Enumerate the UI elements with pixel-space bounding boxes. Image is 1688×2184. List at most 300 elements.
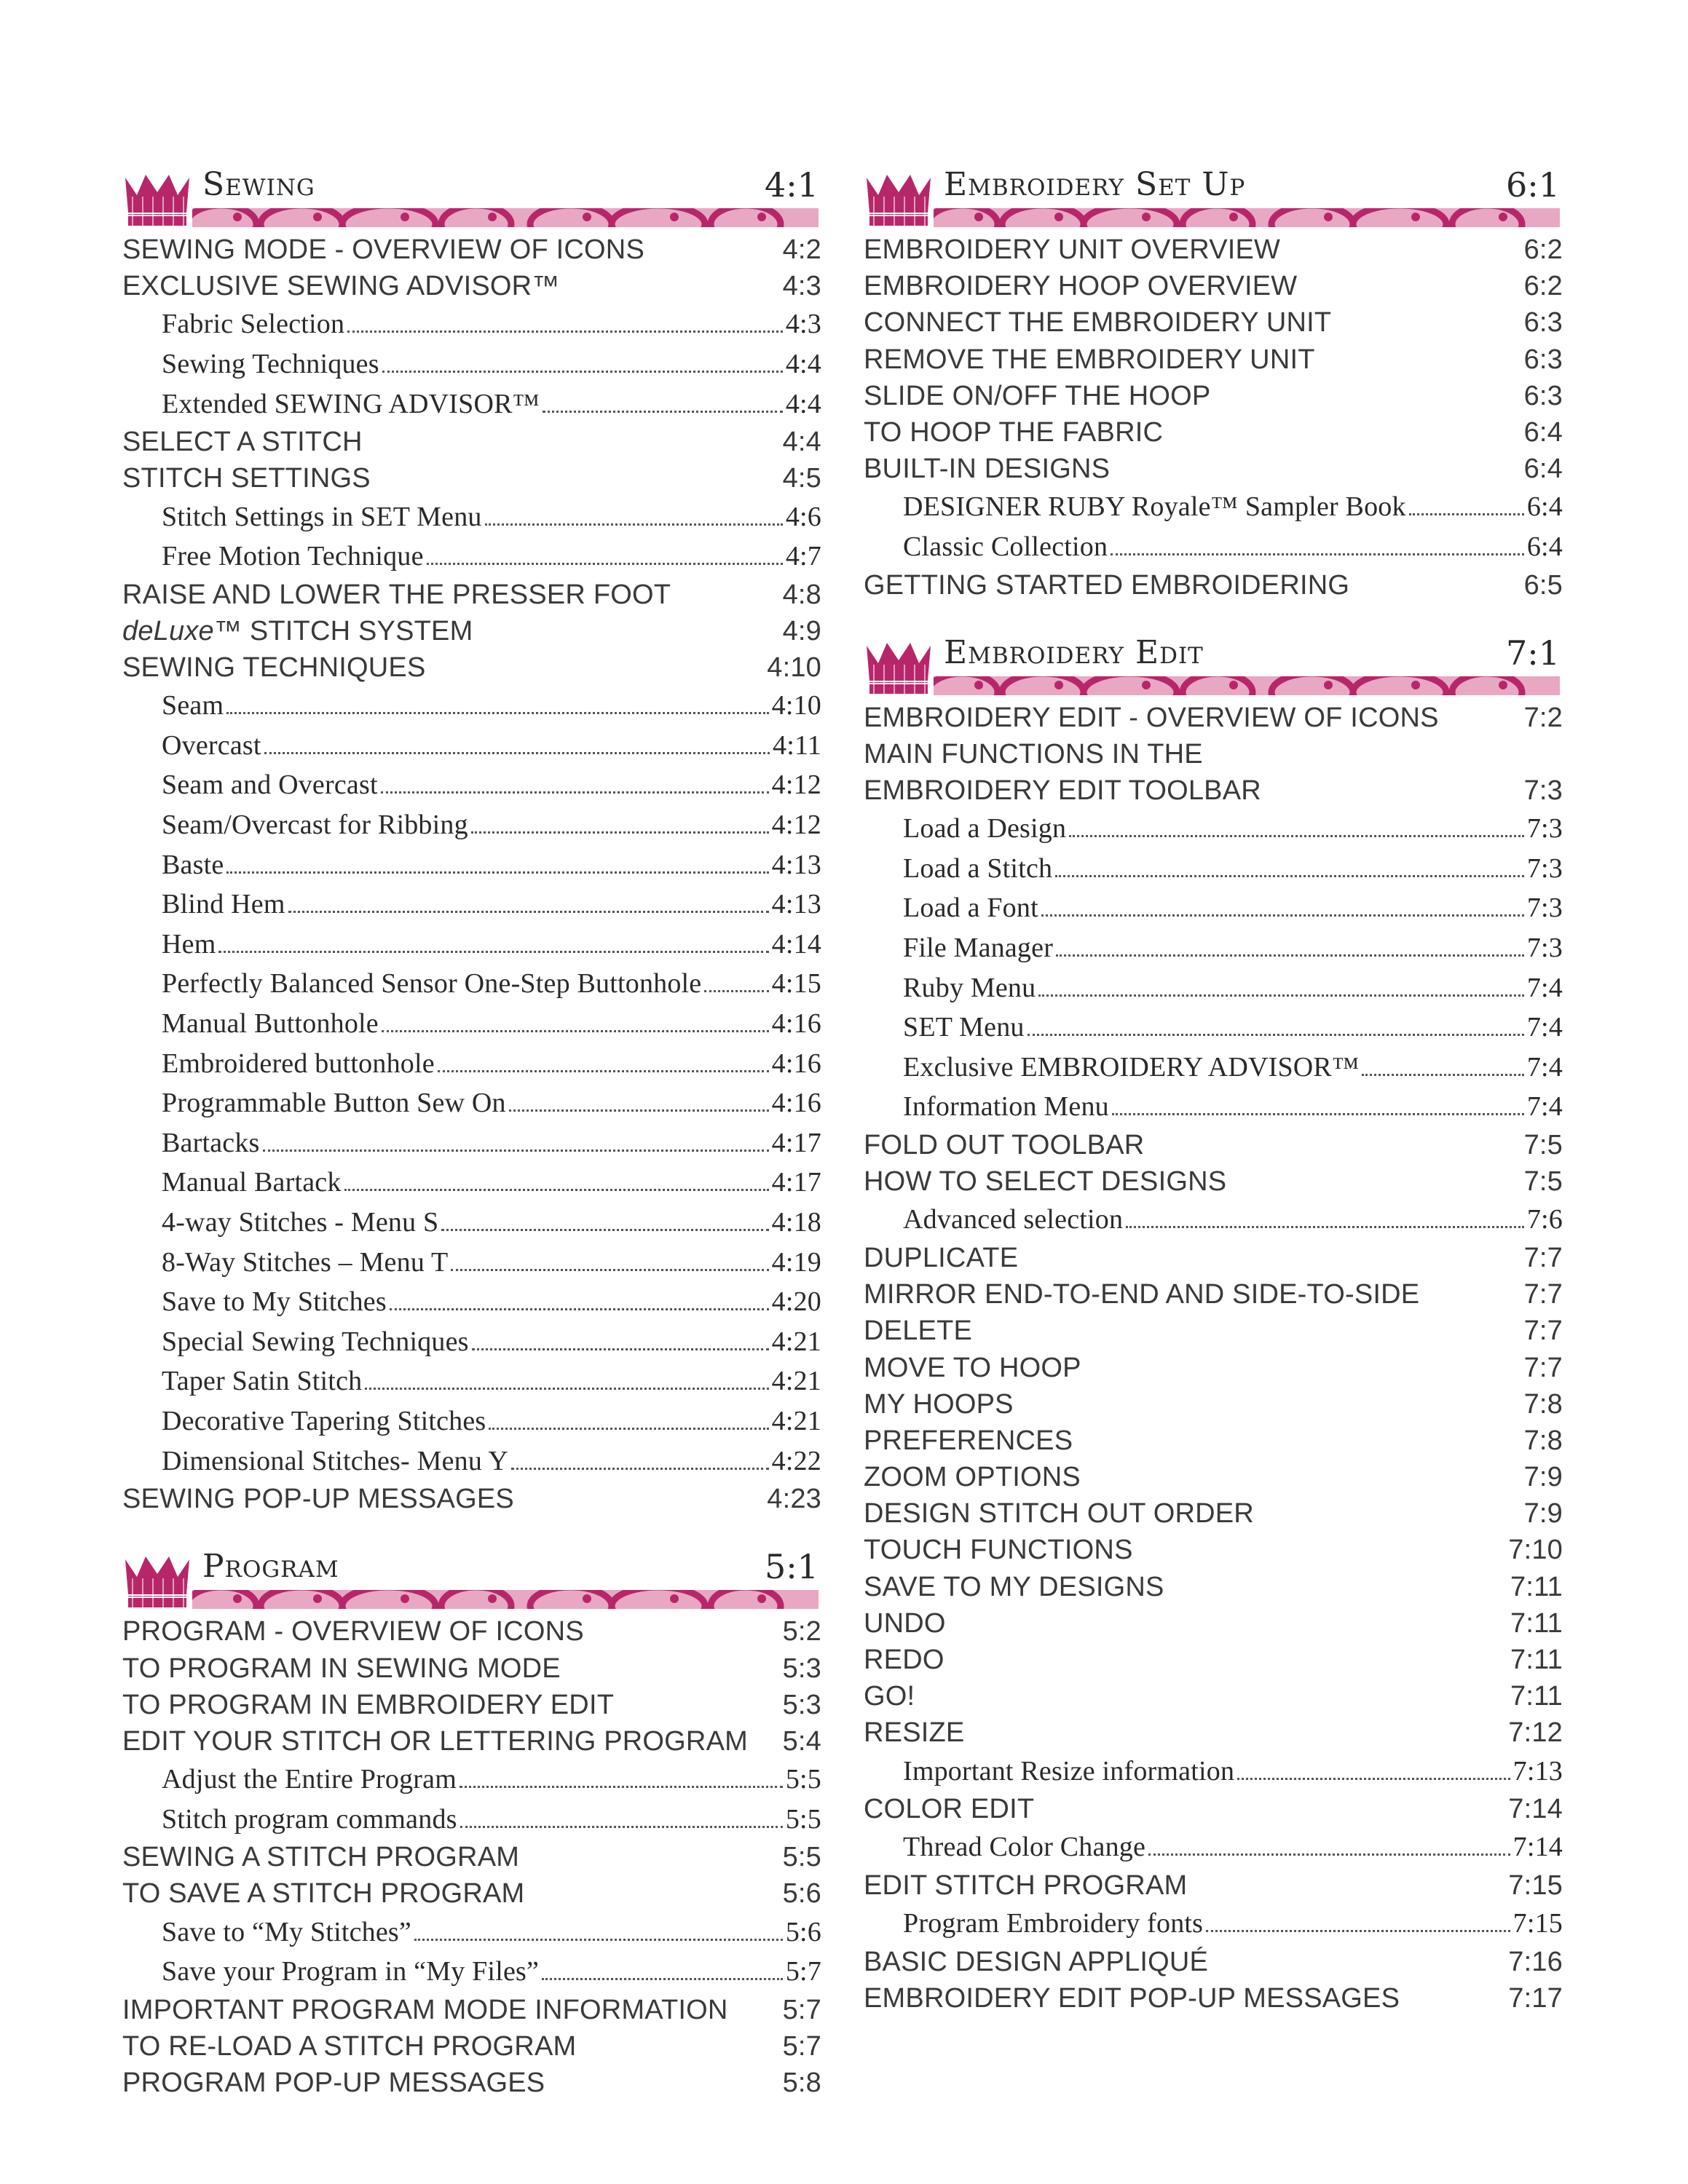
toc-entry-label: MOVE TO HOOP [864, 1352, 1081, 1383]
toc-entry-label: CONNECT THE EMBROIDERY UNIT [864, 307, 1332, 339]
toc-entry-page: 7:4 [1526, 972, 1563, 1003]
dot-leader [704, 989, 768, 992]
toc-entry-label: Bartacks [162, 1127, 260, 1158]
dot-leader [264, 751, 770, 754]
toc-entry-label: MY HOOPS [864, 1388, 1014, 1420]
toc-entry-label: File Manager [903, 933, 1054, 964]
toc-entry-label: Blind Hem [162, 889, 285, 920]
toc-entry[interactable] [864, 1276, 1563, 1313]
toc-entry[interactable] [864, 1980, 1563, 2017]
toc-entry-label: EMBROIDERY EDIT POP-UP MESSAGES [864, 1982, 1400, 2014]
toc-entry[interactable] [864, 1867, 1563, 1904]
toc-entry-page: 7:11 [1510, 1645, 1563, 1676]
toc-entry-page: 5:7 [785, 1956, 821, 1987]
toc-subentry[interactable] [122, 1912, 821, 1952]
toc-entry[interactable] [864, 304, 1563, 341]
toc-entry-page: 7:7 [1523, 1279, 1563, 1310]
toc-entry-page: 6:5 [1523, 569, 1563, 601]
toc-entry-label: Adjust the Entire Program [162, 1764, 457, 1795]
toc-subentry[interactable] [122, 1203, 821, 1243]
toc-entry-label: Save your Program in “My Files” [162, 1956, 540, 1987]
toc-subentry[interactable] [122, 1243, 821, 1283]
toc-entry-page: 4:5 [782, 463, 821, 494]
toc-entry-label: Sewing Techniques [162, 348, 379, 379]
toc-entry-page: 5:7 [782, 2031, 821, 2062]
toc-subentry[interactable] [122, 1441, 821, 1481]
toc-entry-label: Taper Satin Stitch [162, 1366, 363, 1397]
toc-subentry[interactable] [122, 537, 821, 577]
toc-entry-page: 7:4 [1526, 1012, 1563, 1043]
toc-entry-label: Seam/Overcast for Ribbing [162, 810, 468, 841]
toc-entry-label: BUILT-IN DESIGNS [864, 454, 1111, 485]
toc-entry-label: Ruby Menu [903, 972, 1036, 1003]
dot-leader [365, 1387, 768, 1390]
toc-entry-label: Load a Font [903, 893, 1038, 924]
toc-entry[interactable] [864, 736, 1563, 772]
toc-entry-page: 7:17 [1508, 1982, 1563, 2014]
toc-entry-label: SEWING A STITCH PROGRAM [122, 1842, 520, 1873]
toc-entry[interactable] [864, 1240, 1563, 1276]
toc-subentry[interactable] [864, 968, 1563, 1008]
toc-entry-page: 4:19 [771, 1246, 821, 1278]
toc-entry-page: 4:17 [771, 1167, 821, 1198]
toc-entry[interactable] [122, 460, 821, 496]
dot-leader [1038, 994, 1524, 997]
section-title: Sewing [202, 166, 315, 203]
toc-entry-label: Important Resize information [903, 1755, 1235, 1787]
toc-entry-label: EMBROIDERY UNIT OVERVIEW [864, 234, 1281, 265]
toc-entry-list [122, 232, 821, 1517]
toc-entry-label: Programmable Button Sew On [162, 1088, 506, 1119]
toc-entry-label: EDIT STITCH PROGRAM [864, 1870, 1188, 1901]
toc-entry-page: 4:17 [771, 1127, 821, 1158]
section-banner [192, 1590, 819, 1609]
toc-entry-label: TO PROGRAM IN SEWING MODE [122, 1653, 561, 1684]
toc-entry-page: 7:3 [1526, 813, 1563, 844]
toc-subentry[interactable] [864, 1048, 1563, 1088]
toc-entry-page: 4:16 [771, 1088, 821, 1119]
toc-entry-label: DESIGN STITCH OUT ORDER [864, 1498, 1254, 1530]
toc-entry-page: 7:11 [1510, 1571, 1563, 1602]
toc-subentry[interactable] [864, 1087, 1563, 1127]
toc-entry-label: SET Menu [903, 1012, 1025, 1043]
dot-leader [438, 1069, 769, 1072]
toc-entry[interactable] [864, 772, 1563, 809]
toc-entry-page: 7:9 [1523, 1498, 1563, 1530]
toc-entry-page: 6:4 [1523, 416, 1563, 448]
toc-subentry[interactable] [864, 1200, 1563, 1240]
toc-entry[interactable] [122, 1613, 821, 1650]
toc-entry[interactable] [864, 414, 1563, 451]
toc-entry-label: MAIN FUNCTIONS IN THE [864, 738, 1203, 769]
dot-leader [1409, 513, 1524, 515]
toc-entry-label: ZOOM OPTIONS [864, 1462, 1081, 1493]
toc-entry[interactable] [864, 341, 1563, 378]
toc-subentry[interactable] [122, 845, 821, 885]
toc-entry-page: 7:14 [1508, 1794, 1563, 1825]
toc-entry-label: Embroidered buttonhole [162, 1048, 435, 1079]
toc-section [864, 633, 1563, 2017]
toc-entry-label: DUPLICATE [864, 1242, 1019, 1273]
toc-entry-page: 4:22 [771, 1445, 821, 1476]
toc-entry-page: 5:3 [782, 1689, 821, 1720]
toc-entry[interactable] [122, 577, 821, 613]
toc-entry-label: PROGRAM - OVERVIEW OF ICONS [122, 1616, 584, 1647]
toc-subentry[interactable] [864, 1904, 1563, 1944]
section-page-number: 7:1 [1505, 633, 1560, 673]
toc-entry-label: Hem [162, 928, 216, 960]
toc-entry-page: 4:3 [785, 309, 821, 340]
toc-entry-label: Classic Collection [903, 531, 1108, 562]
toc-entry[interactable] [122, 613, 821, 649]
dot-leader [509, 1109, 769, 1112]
toc-entry[interactable] [864, 451, 1563, 487]
toc-entry-page: 4:13 [771, 889, 821, 920]
toc-entry-page: 6:3 [1523, 307, 1563, 339]
toc-entry[interactable] [864, 1495, 1563, 1532]
dot-leader [1055, 874, 1524, 877]
toc-entry-list [122, 1613, 821, 2101]
toc-entry-label: GETTING STARTED EMBROIDERING [864, 569, 1350, 601]
toc-entry-label [122, 613, 774, 649]
toc-section [864, 165, 1563, 604]
toc-entry-page: 4:9 [782, 615, 821, 646]
toc-entry-page: 7:13 [1513, 1755, 1563, 1787]
toc-entry-label: STITCH SETTINGS [122, 463, 371, 494]
toc-entry-label: Stitch Settings in SET Menu [162, 501, 482, 532]
section-header [864, 165, 1563, 227]
toc-entry-label: SEWING POP-UP MESSAGES [122, 1484, 514, 1515]
toc-entry-label: EMBROIDERY EDIT TOOLBAR [864, 775, 1261, 807]
toc-entry[interactable] [122, 268, 821, 304]
toc-right-column [864, 165, 1563, 2046]
toc-entry-label: TO HOOP THE FABRIC [864, 416, 1164, 448]
toc-entry-label: DESIGNER RUBY Royale™ Sampler Book [903, 491, 1406, 523]
toc-entry-page: 5:5 [785, 1803, 821, 1835]
dot-leader [451, 1268, 768, 1271]
toc-entry[interactable] [122, 1839, 821, 1875]
toc-entry-page: 6:4 [1523, 454, 1563, 485]
toc-entry[interactable] [864, 1350, 1563, 1386]
dot-leader [226, 711, 768, 714]
dot-leader [1206, 1929, 1510, 1932]
toc-entry-label: 8-Way Stitches – Menu T [162, 1246, 449, 1278]
toc-subentry[interactable] [864, 849, 1563, 889]
toc-subentry[interactable] [122, 805, 821, 845]
section-page-number: 5:1 [764, 1547, 819, 1587]
toc-entry-label: SEWING TECHNIQUES [122, 652, 426, 684]
toc-entry-list [864, 232, 1563, 604]
toc-entry-label: TO PROGRAM IN EMBROIDERY EDIT [122, 1689, 615, 1720]
dot-leader [1126, 1225, 1524, 1228]
toc-entry-label: Information Menu [903, 1091, 1109, 1123]
toc-subentry[interactable] [864, 1827, 1563, 1867]
section-page-number: 4:1 [764, 165, 819, 205]
toc-entry-page: 7:15 [1508, 1870, 1563, 1901]
toc-entry-page: 7:11 [1510, 1681, 1563, 1712]
dot-leader [226, 871, 768, 874]
toc-entry-page: 6:2 [1523, 271, 1563, 302]
toc-subentry[interactable] [864, 527, 1563, 567]
toc-entry[interactable] [864, 1714, 1563, 1751]
crown-icon [864, 170, 934, 227]
toc-subentry[interactable] [122, 1800, 821, 1840]
toc-subentry[interactable] [122, 885, 821, 925]
toc-entry-page: 5:5 [782, 1842, 821, 1873]
toc-entry[interactable] [122, 649, 821, 686]
dot-leader [218, 950, 768, 953]
toc-entry-label: EXCLUSIVE SEWING ADVISOR™ [122, 271, 560, 302]
toc-entry[interactable] [864, 268, 1563, 304]
toc-entry-page: 4:4 [782, 427, 821, 458]
toc-entry-page: 4:16 [771, 1048, 821, 1079]
toc-entry-page: 4:13 [771, 849, 821, 880]
toc-entry-label: Fabric Selection [162, 309, 345, 340]
toc-entry-label: Save to My Stitches [162, 1286, 387, 1318]
toc-entry-page: 5:6 [782, 1878, 821, 1910]
toc-entry-page: 7:12 [1508, 1717, 1563, 1749]
toc-entry-page: 5:2 [782, 1616, 821, 1647]
section-banner [192, 208, 819, 227]
toc-subentry[interactable] [122, 344, 821, 384]
toc-entry-label: SAVE TO MY DESIGNS [864, 1571, 1164, 1602]
toc-entry[interactable] [122, 1992, 821, 2028]
toc-entry-page: 7:8 [1523, 1388, 1563, 1420]
section-page-number: 6:1 [1505, 165, 1560, 205]
toc-entry-label: Special Sewing Techniques [162, 1326, 469, 1357]
toc-entry-page: 4:12 [771, 810, 821, 841]
toc-entry-page: 4:11 [773, 729, 821, 761]
toc-subentry[interactable] [122, 1401, 821, 1441]
toc-subentry[interactable] [122, 304, 821, 344]
toc-entry-label: EMBROIDERY EDIT - OVERVIEW OF ICONS [864, 702, 1439, 733]
dot-leader [427, 562, 783, 565]
toc-subentry[interactable] [122, 964, 821, 1004]
toc-section [122, 165, 821, 1517]
toc-entry-label: GO! [864, 1681, 915, 1712]
toc-entry-page: 5:3 [782, 1653, 821, 1684]
section-header [122, 1546, 821, 1609]
toc-entry[interactable] [864, 1386, 1563, 1423]
toc-entry-page: 4:21 [771, 1366, 821, 1397]
toc-entry-page: 5:5 [785, 1764, 821, 1795]
toc-entry-label-rest: STITCH SYSTEM [242, 615, 473, 646]
dot-leader [472, 1348, 769, 1350]
toc-entry-page: 4:15 [771, 968, 821, 1000]
toc-entry-page: 6:4 [1526, 491, 1563, 523]
toc-entry-page: 5:4 [782, 1725, 821, 1757]
toc-entry-label: Advanced selection [903, 1204, 1124, 1235]
toc-entry[interactable] [864, 1532, 1563, 1568]
toc-entry-label: Decorative Tapering Stitches [162, 1405, 486, 1436]
toc-entry-page: 7:4 [1526, 1091, 1563, 1123]
toc-entry-label: TO RE-LOAD A STITCH PROGRAM [122, 2031, 577, 2062]
toc-entry-label: DELETE [864, 1315, 973, 1347]
toc-entry[interactable] [864, 1423, 1563, 1459]
toc-entry-page: 5:8 [782, 2068, 821, 2099]
dot-leader [1069, 834, 1524, 837]
toc-entry[interactable] [864, 1569, 1563, 1605]
toc-entry-label: TO SAVE A STITCH PROGRAM [122, 1878, 525, 1910]
toc-entry-page: 4:23 [767, 1484, 821, 1515]
crown-icon [122, 1552, 192, 1609]
toc-entry-page: 4:7 [785, 541, 821, 572]
toc-entry[interactable] [864, 1642, 1563, 1678]
dot-leader [485, 523, 783, 526]
toc-entry-label: Load a Design [903, 813, 1067, 844]
toc-entry-page: 7:10 [1508, 1535, 1563, 1566]
toc-entry[interactable] [864, 1313, 1563, 1349]
toc-entry-label: Overcast [162, 729, 261, 761]
dot-leader [347, 330, 783, 333]
toc-entry-page: 7:8 [1523, 1425, 1563, 1456]
toc-subentry[interactable] [122, 1361, 821, 1401]
toc-entry-page: 4:10 [771, 690, 821, 721]
toc-subentry[interactable] [122, 1083, 821, 1123]
toc-entry-page: 6:3 [1523, 380, 1563, 411]
toc-entry[interactable] [864, 1944, 1563, 1980]
toc-subentry[interactable] [122, 1004, 821, 1044]
toc-entry-label: TOUCH FUNCTIONS [864, 1535, 1133, 1566]
toc-entry-page: 7:9 [1523, 1462, 1563, 1493]
toc-entry-label: REDO [864, 1645, 944, 1676]
dot-leader [460, 1785, 783, 1788]
dot-leader [1111, 553, 1524, 555]
toc-entry-page: 4:6 [785, 501, 821, 532]
toc-subentry[interactable] [122, 925, 821, 965]
crown-icon [122, 170, 192, 227]
toc-entry-page: 4:20 [771, 1286, 821, 1318]
toc-entry[interactable] [122, 1481, 821, 1517]
toc-subentry[interactable] [864, 1008, 1563, 1048]
toc-entry-list [864, 700, 1563, 2017]
toc-subentry[interactable] [122, 765, 821, 805]
toc-entry[interactable] [864, 1127, 1563, 1163]
toc-entry[interactable] [864, 1791, 1563, 1827]
toc-entry-label-italic: deLuxe™ [122, 615, 242, 646]
toc-entry-page: 4:16 [771, 1008, 821, 1040]
toc-entry-label: RAISE AND LOWER THE PRESSER FOOT [122, 579, 671, 610]
dot-leader [511, 1467, 769, 1470]
toc-entry[interactable] [864, 232, 1563, 268]
toc-entry[interactable] [122, 424, 821, 460]
toc-entry-label: MIRROR END-TO-END AND SIDE-TO-SIDE [864, 1279, 1420, 1310]
dot-leader [1041, 914, 1524, 917]
toc-entry[interactable] [864, 567, 1563, 604]
dot-leader [1112, 1112, 1524, 1115]
toc-subentry[interactable] [122, 1163, 821, 1203]
toc-entry-label: Free Motion Technique [162, 541, 424, 572]
toc-entry-page: 7:4 [1526, 1051, 1563, 1083]
toc-entry-label: Baste [162, 849, 224, 880]
dot-leader [414, 1938, 783, 1941]
dot-leader [390, 1307, 769, 1310]
toc-entry-label: Save to “My Stitches” [162, 1916, 411, 1947]
toc-entry-page: 7:15 [1513, 1908, 1563, 1939]
toc-entry-label: Perfectly Balanced Sensor One-Step Buttonhole [162, 968, 702, 1000]
toc-subentry[interactable] [864, 487, 1563, 527]
dot-leader [441, 1228, 768, 1231]
dot-leader [543, 410, 783, 413]
toc-subentry[interactable] [864, 928, 1563, 968]
toc-entry[interactable] [122, 1687, 821, 1723]
toc-entry[interactable] [864, 1605, 1563, 1642]
toc-entry-page: 4:4 [785, 388, 821, 419]
toc-entry-label: Manual Buttonhole [162, 1008, 379, 1040]
toc-entry-label: Thread Color Change [903, 1832, 1146, 1863]
toc-subentry[interactable] [122, 1282, 821, 1322]
toc-entry-page: 6:3 [1523, 344, 1563, 375]
toc-subentry[interactable] [864, 1752, 1563, 1792]
toc-subentry[interactable] [864, 888, 1563, 928]
toc-subentry[interactable] [122, 1322, 821, 1362]
toc-entry[interactable] [122, 232, 821, 268]
toc-entry[interactable] [122, 2065, 821, 2101]
dot-leader [1028, 1033, 1524, 1036]
toc-subentry[interactable] [122, 1123, 821, 1163]
toc-entry-page: 7:7 [1523, 1242, 1563, 1273]
dot-leader [382, 1029, 769, 1032]
toc-entry-label: Seam [162, 690, 224, 721]
toc-subentry[interactable] [122, 1760, 821, 1800]
toc-entry-label: HOW TO SELECT DESIGNS [864, 1166, 1227, 1198]
toc-entry-page: 5:7 [782, 1994, 821, 2025]
toc-entry-label: Extended SEWING ADVISOR™ [162, 388, 540, 419]
toc-entry-page: 7:6 [1526, 1204, 1563, 1235]
toc-entry[interactable] [122, 2028, 821, 2065]
toc-entry-label: REMOVE THE EMBROIDERY UNIT [864, 344, 1315, 375]
toc-subentry[interactable] [122, 384, 821, 424]
section-header [122, 165, 821, 227]
toc-subentry[interactable] [122, 1044, 821, 1084]
toc-entry[interactable] [122, 1650, 821, 1687]
toc-subentry[interactable] [122, 726, 821, 766]
toc-entry-page: 7:2 [1523, 702, 1563, 733]
toc-entry-label: EMBROIDERY HOOP OVERVIEW [864, 271, 1298, 302]
toc-subentry[interactable] [122, 497, 821, 537]
section-header [864, 633, 1563, 695]
dot-leader [1056, 954, 1524, 957]
toc-entry[interactable] [864, 378, 1563, 414]
toc-entry[interactable] [122, 1723, 821, 1760]
dot-leader [263, 1149, 769, 1152]
toc-subentry[interactable] [864, 809, 1563, 849]
toc-entry-page: 4:18 [771, 1207, 821, 1238]
toc-entry[interactable] [122, 1875, 821, 1912]
toc-entry-page: 6:2 [1523, 234, 1563, 265]
toc-entry-label: FOLD OUT TOOLBAR [864, 1130, 1145, 1160]
toc-entry[interactable] [864, 1678, 1563, 1714]
toc-entry-label: EDIT YOUR STITCH OR LETTERING PROGRAM [122, 1725, 748, 1757]
toc-entry[interactable] [864, 1163, 1563, 1200]
toc-entry-page: 7:7 [1523, 1352, 1563, 1383]
section-title: Program [202, 1548, 339, 1586]
toc-entry-page: 7:11 [1510, 1607, 1563, 1639]
toc-entry-page: 4:21 [771, 1405, 821, 1436]
toc-entry-page: 7:3 [1526, 933, 1563, 964]
toc-entry[interactable] [864, 700, 1563, 736]
section-banner [934, 676, 1560, 695]
dot-leader [382, 370, 783, 373]
toc-subentry[interactable] [122, 1952, 821, 1992]
toc-subentry[interactable] [122, 686, 821, 726]
toc-entry-label: Dimensional Stitches- Menu Y [162, 1445, 508, 1476]
crown-icon [864, 638, 934, 695]
dot-leader [460, 1825, 783, 1828]
toc-entry-label: Exclusive EMBROIDERY ADVISOR™ [903, 1051, 1360, 1083]
toc-entry[interactable] [864, 1459, 1563, 1495]
toc-entry-label: Program Embroidery fonts [903, 1908, 1204, 1939]
